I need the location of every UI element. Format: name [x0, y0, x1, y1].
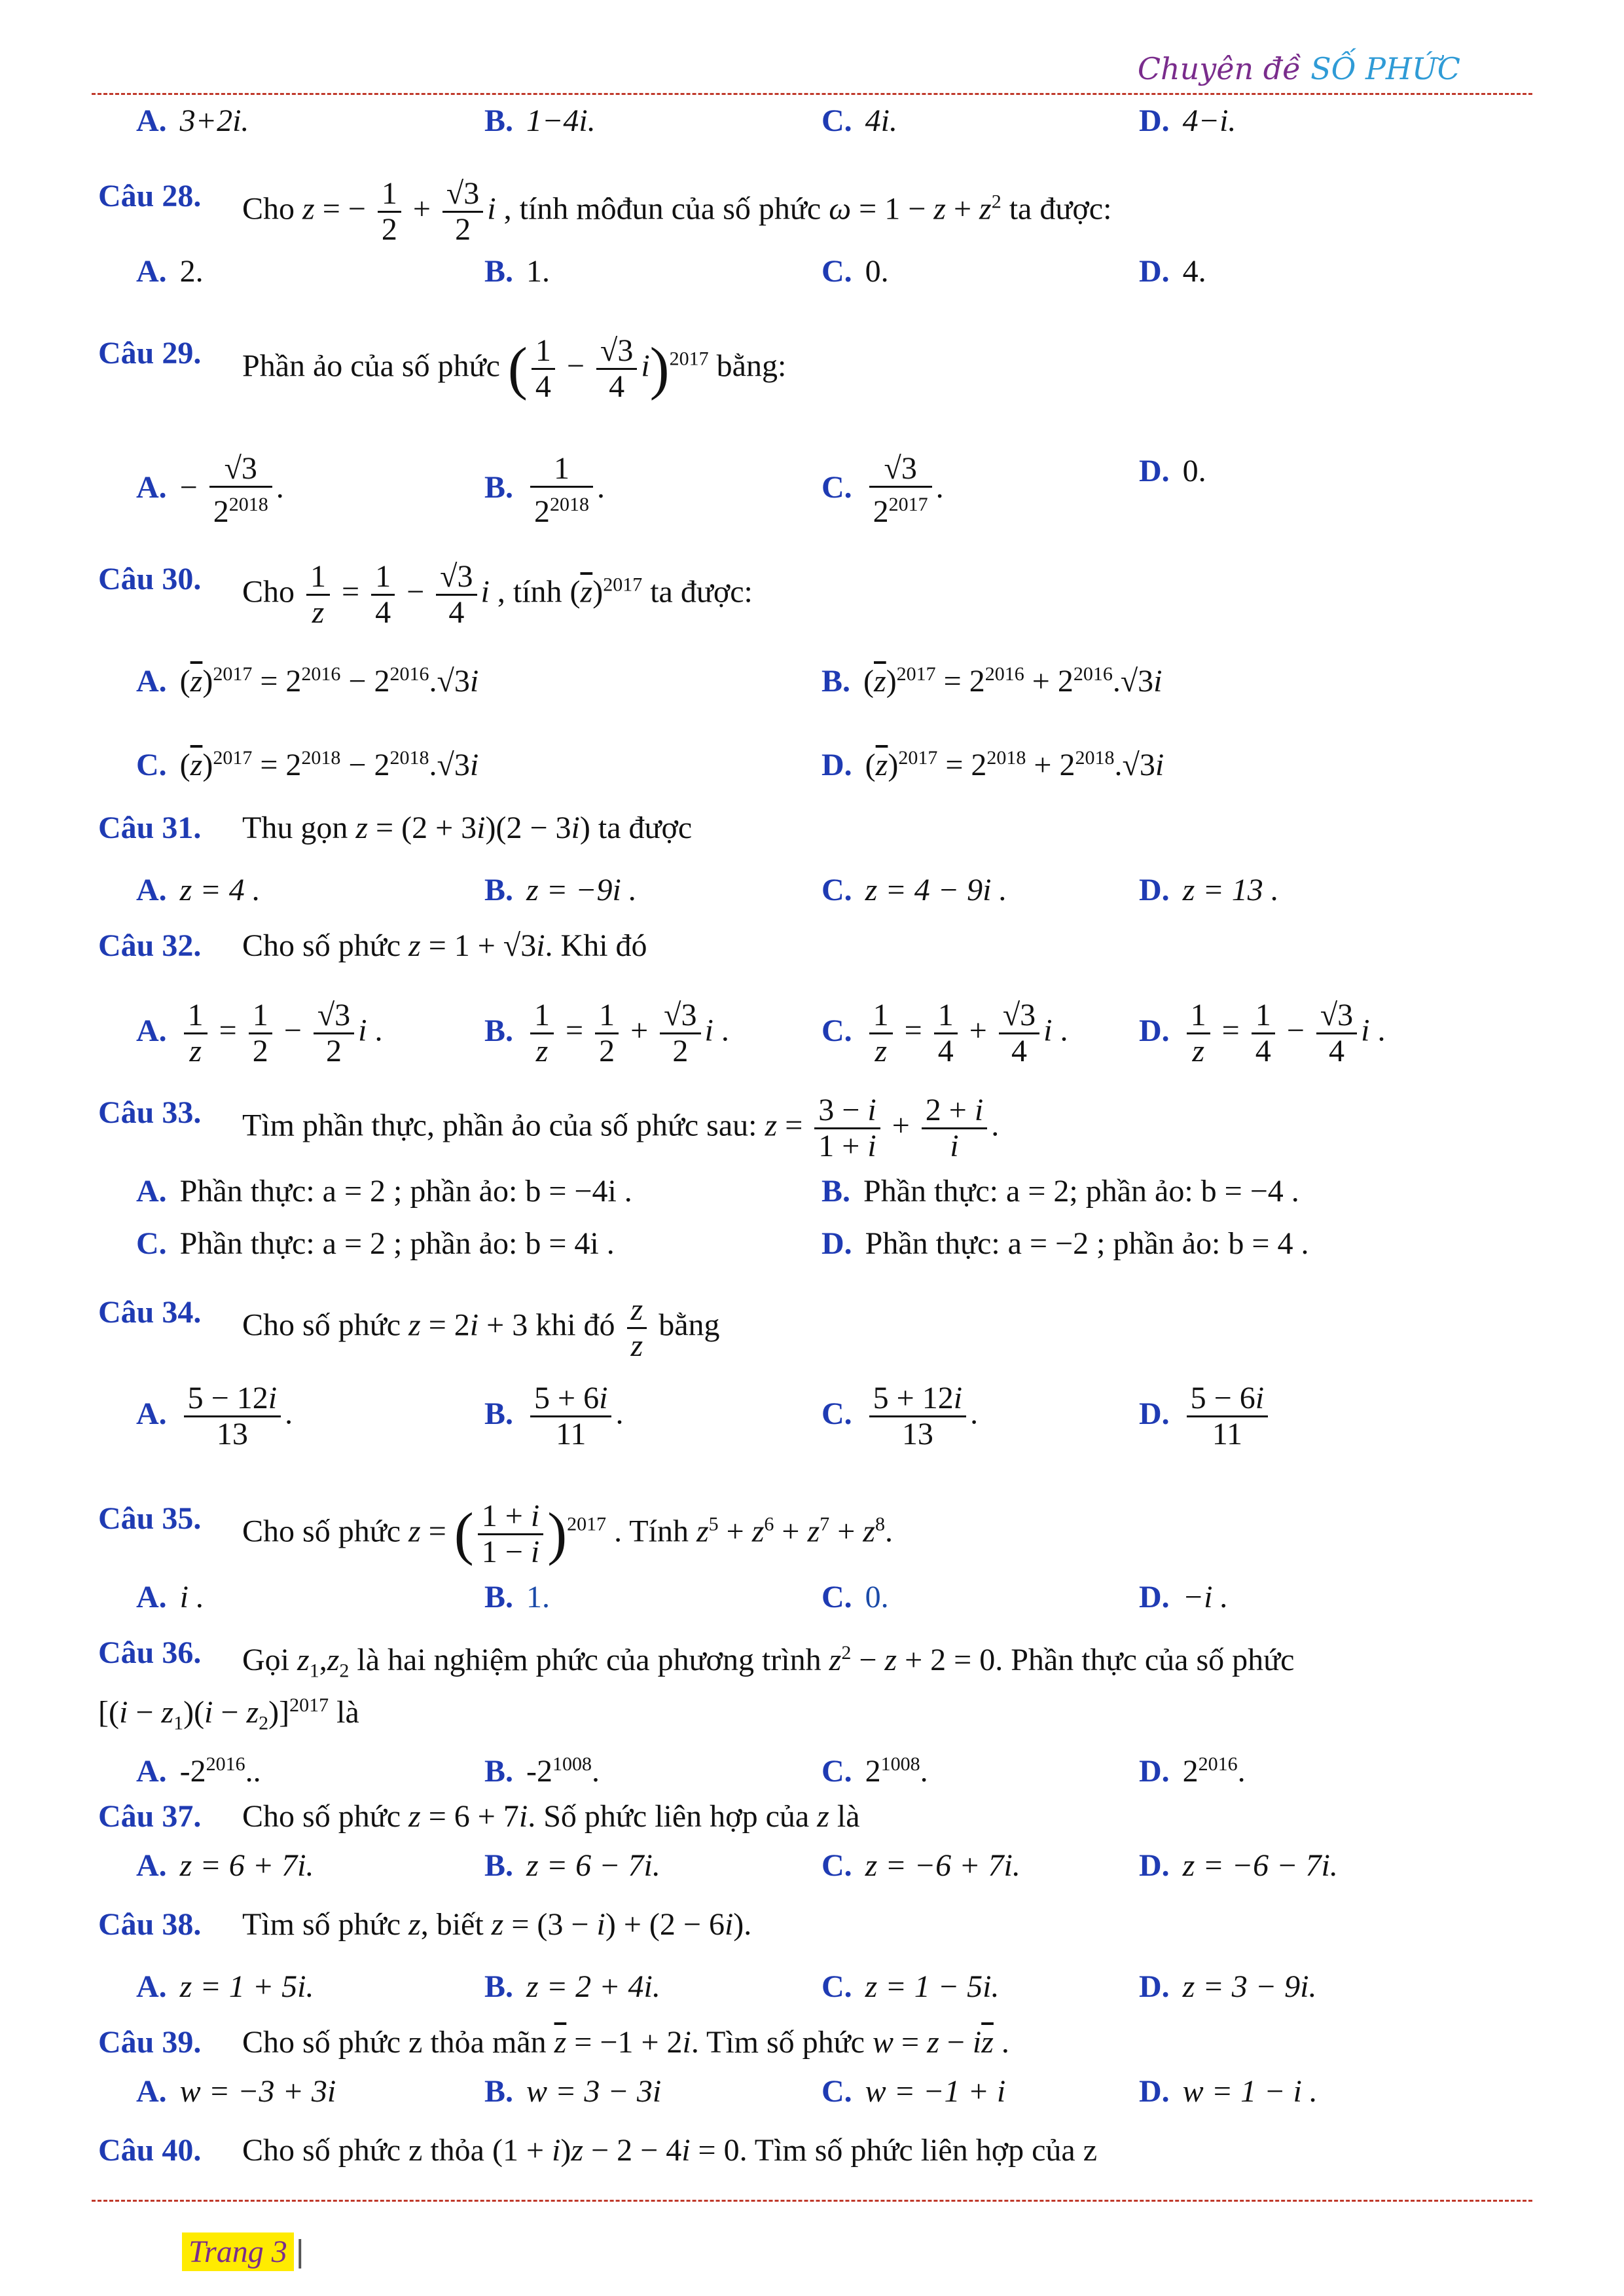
header-title: Chuyên đề SỐ PHỨC — [1137, 51, 1460, 86]
document-page: Chuyên đề SỐ PHỨC A. 3+2i. B. 1−4i. C. 4i. D. 4−i. Câu 28. Cho z = − $\frac{1}{2}$ + $\frac{√3}{2}$ i , tính môđun của số phức $\omega = 1 - z + z^2$ ta được: A. 2. B. 1. C. 0. D. 4. Câu 29. Phần ảo của số phức ( $\frac{1}{4}$ − $\frac{√3}{4}$ i)$^{2017}$ bằng: A. − $\frac{√3}{2^{2018}}$ . B. $\frac{1}{2^{2018}}$ . C. $\frac{√3}{2^{2017}}$ . D. 0. Câu 30. Cho $\frac{1}{z}$ = $\frac{1}{4}$ − $\frac{√3}{4}$ i , tính $(\overline{z})^{2017}$ ta được: A. $(\overline{z})^{2017} = 2^{2016} - 2^{2016}.√3i$ B. $(\overline{z})^{2017} = 2^{2016} + 2^{2016}.√3i$ C. $(\overline{z})^{2017} = 2^{2018} - 2^{2018}.√3i$ D. $(\overline{z})^{2017} = 2^{2018} + 2^{2018}.√3i$ Câu 31. Thu gọn z = (2 + 3i)(2 − 3i) ta được A. z = 4 . B. z = −9i . C. z = 4 − 9i . D. z = 13 . Câu 32. Cho số phức z = 1 + √3i. Khi đó A. $\frac{1}{z}$ = $\frac{1}{2}$ − $\frac{√3}{2}$ i . B. $\frac{1}{z}$ = $\frac{1}{2}$ + $\frac{√3}{2}$ i . C. $\frac{1}{z}$ = $\frac{1}{4}$ + $\frac{√3}{4}$ i . D. $\frac{1}{z}$ = $\frac{1}{4}$ − $\frac{√3}{4}$ i . Câu 33. Tìm phần thực, phần ảo của số phức sau: z = $\frac{3 - i}{1 + i}$ + $\frac{2 + i}{i}$ . A. Phần thực: a = 2 ; phần ảo: b = −4i . B. Phần thực: a = 2; phần ảo: b = −4 . C. Phần thực: a = 2 ; phần ảo: b = 4i . D. Phần thực: a = −2 ; phần ảo: b = 4 . Câu 34. Cho số phức z = 2i + 3 khi đó $\frac{z}{z}$ bằng A. $\frac{5 - 12i}{13}$ . B. $\frac{5 + 6i}{11}$ . C. $\frac{5 + 12i}{13}$ . D. $\frac{5 - 6i}{11}$ Câu 35. Cho số phức z = ( $\frac{1 + i}{1 - i}$ )$^{2017}$ . Tính $z^5 + z^6 + z^7 + z^8$. A. i . B. 1. C. 0. D. −i . Câu 36. Gọi $z_1,z_2$ là hai nghiệm phức của phương trình $z^2 - z + 2 = 0$. Phần thực của số phức $[(i - z_1)(i - z_2)]^{2017}$ là A. $-2^{2016}$.. B. $-2^{1008}$. C. $2^{1008}$. D. $2^{2016}$. Câu 37. Cho số phức z = 6 + 7i. Số phức liên hợp của z là A. z = 6 + 7i. B. z = 6 − 7i. C. z = −6 + 7i. D. z = −6 − 7i. Câu 38. Tìm số phức z, biết z = (3 − i) + (2 − 6i). A. z = 1 + 5i. B. z = 2 + 4i. C. z = 1 − 5i. D. z = 3 − 9i. Câu 39. Cho số phức z thỏa mãn $\overline{z} = -1 + 2i$. Tìm số phức $w = z - i\overline{z}$ . A. w = −3 + 3i B. w = 3 − 3i C. w = −1 + i D. w = 1 − i . Câu 40. Cho số phức z thỏa (1 + i)z − 2 − 4i = 0. Tìm số phức liên hợp của z Trang 3 | — [0, 0, 1624, 2296]
footer-divider — [92, 2200, 1532, 2202]
page-number: Trang 3 — [182, 2232, 294, 2271]
footer-separator: | — [296, 2234, 304, 2269]
header-divider — [92, 93, 1532, 95]
